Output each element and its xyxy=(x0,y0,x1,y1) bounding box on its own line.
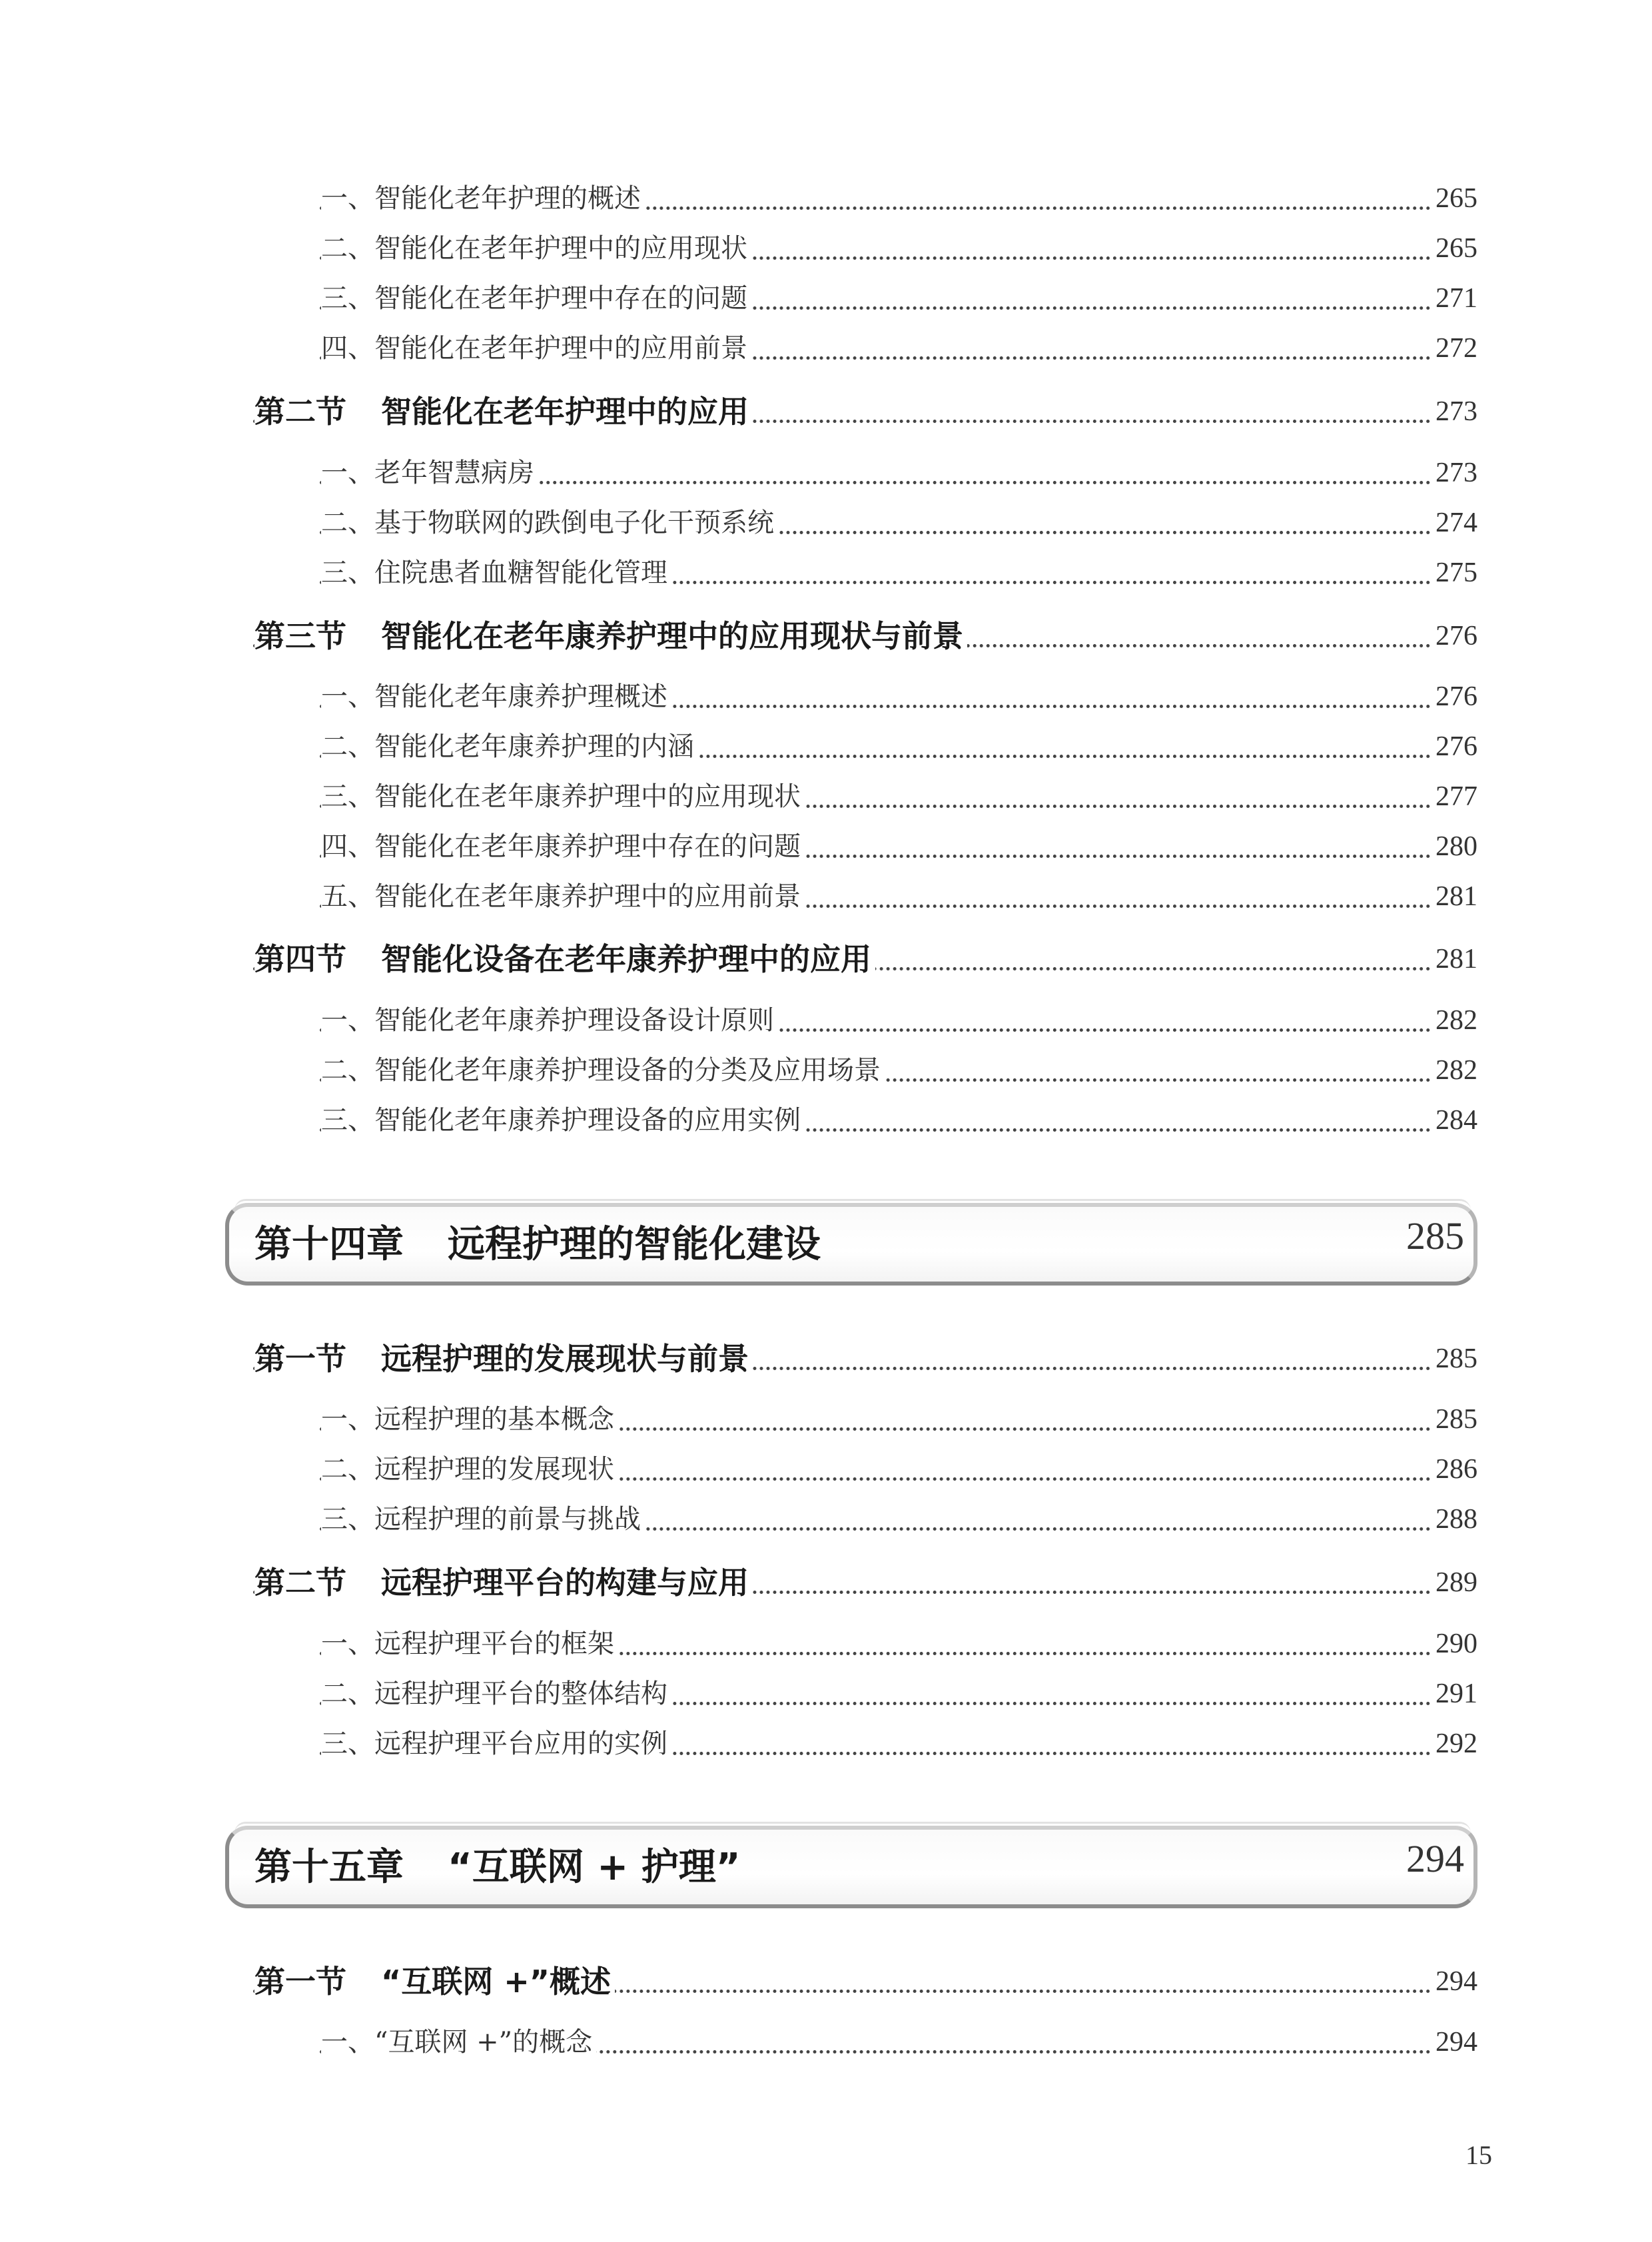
toc-section-number: 第三节 xyxy=(254,618,346,654)
toc-section-number: 第四节 xyxy=(254,941,346,977)
toc-item-label: 三、智能化在老年护理中存在的问题 xyxy=(321,273,751,324)
toc-item-page: 288 xyxy=(1432,1494,1477,1545)
toc-section-title: 智能化在老年护理中的应用 xyxy=(381,394,749,430)
chapter-number: 第十五章 xyxy=(254,1846,404,1889)
toc-section-number: 第一节 xyxy=(254,1964,346,2000)
toc-item-page: 276 xyxy=(1432,671,1477,722)
toc-item[interactable] xyxy=(0,721,1477,772)
toc-item-label: 四、智能化在老年护理中的应用前景 xyxy=(321,323,751,374)
toc-item-label: 二、智能化老年康养护理设备的分类及应用场景 xyxy=(321,1045,885,1096)
toc-section[interactable] xyxy=(0,1557,1477,1608)
toc-section-title: “互联网 +”概述 xyxy=(381,1964,612,2000)
toc-item[interactable] xyxy=(0,871,1477,922)
toc-item[interactable] xyxy=(0,995,1477,1046)
toc-item-label: 一、“互联网 +”的概念 xyxy=(321,2017,596,2067)
toc-item-label: 二、基于物联网的跌倒电子化干预系统 xyxy=(321,498,778,548)
toc-item-page: 274 xyxy=(1432,498,1477,548)
toc-item-page: 271 xyxy=(1432,273,1477,324)
toc-item-label: 二、远程护理的发展现状 xyxy=(321,1444,618,1495)
toc-item[interactable] xyxy=(0,1045,1477,1096)
toc-item-page: 275 xyxy=(1432,548,1477,598)
toc-item-page: 286 xyxy=(1432,1444,1477,1495)
toc-item[interactable] xyxy=(0,1444,1477,1495)
toc-item[interactable] xyxy=(0,498,1477,548)
toc-item-page: 290 xyxy=(1432,1619,1477,1669)
chapter-name: 远程护理的智能化建设 xyxy=(448,1223,821,1266)
toc-item[interactable] xyxy=(0,273,1477,324)
toc-item-label: 三、智能化在老年康养护理中的应用现状 xyxy=(321,771,805,822)
toc-item[interactable] xyxy=(0,821,1477,872)
toc-section-title: 远程护理平台的构建与应用 xyxy=(381,1565,749,1601)
toc-section-page: 273 xyxy=(1432,386,1477,437)
toc-item-page: 273 xyxy=(1432,448,1477,498)
toc-item[interactable] xyxy=(0,1394,1477,1445)
toc-item-label: 一、智能化老年康养护理设备设计原则 xyxy=(321,995,778,1046)
toc-item-label: 三、住院患者血糖智能化管理 xyxy=(321,548,671,598)
toc-section-number: 第二节 xyxy=(254,1565,346,1601)
toc-item-page: 265 xyxy=(1432,223,1477,274)
toc-item-label: 二、智能化在老年护理中的应用现状 xyxy=(321,223,751,274)
toc-section-number: 第一节 xyxy=(254,1341,346,1377)
toc-item-label: 三、远程护理的前景与挑战 xyxy=(321,1494,645,1545)
toc-section-label xyxy=(254,934,875,984)
toc-item-label: 二、智能化老年康养护理的内涵 xyxy=(321,721,698,772)
toc-item-page: 280 xyxy=(1432,821,1477,872)
toc-item-page: 291 xyxy=(1432,1669,1477,1719)
toc-item[interactable] xyxy=(0,1669,1477,1719)
toc-item-label: 一、远程护理的基本概念 xyxy=(321,1394,618,1445)
toc-item[interactable] xyxy=(0,223,1477,274)
toc-item[interactable] xyxy=(0,323,1477,374)
toc-section[interactable] xyxy=(0,1333,1477,1384)
toc-section[interactable] xyxy=(0,1956,1477,2007)
toc-section-title: 智能化设备在老年康养护理中的应用 xyxy=(381,941,871,977)
chapter-number: 第十四章 xyxy=(254,1223,404,1266)
toc-section-page: 281 xyxy=(1432,934,1477,984)
toc-item-page: 265 xyxy=(1432,173,1477,224)
toc-item-page: 285 xyxy=(1432,1394,1477,1445)
chapter-page: 285 xyxy=(1406,1214,1464,1258)
toc-item-label: 二、远程护理平台的整体结构 xyxy=(321,1669,671,1719)
toc-item-page: 282 xyxy=(1432,995,1477,1046)
toc-section[interactable] xyxy=(0,611,1477,661)
chapter-name: “互联网 + 护理” xyxy=(448,1846,741,1889)
toc-item-page: 272 xyxy=(1432,323,1477,374)
toc-item[interactable] xyxy=(0,671,1477,722)
toc-item[interactable] xyxy=(0,1494,1477,1545)
toc-item-label: 五、智能化在老年康养护理中的应用前景 xyxy=(321,871,805,922)
toc-item[interactable] xyxy=(0,771,1477,822)
toc-item-label: 一、老年智慧病房 xyxy=(321,448,538,498)
toc-item-page: 292 xyxy=(1432,1718,1477,1769)
toc-item-page: 282 xyxy=(1432,1045,1477,1096)
toc-item-label: 四、智能化在老年康养护理中存在的问题 xyxy=(321,821,805,872)
chapter-banner-highlight xyxy=(234,1199,1471,1210)
toc-section-page: 276 xyxy=(1432,611,1477,661)
toc-section-label xyxy=(254,1557,753,1608)
toc-item-label: 三、远程护理平台应用的实例 xyxy=(321,1718,671,1769)
chapter-title xyxy=(254,1215,821,1268)
toc-item-label: 一、智能化老年护理的概述 xyxy=(321,173,645,224)
toc-section-title: 智能化在老年康养护理中的应用现状与前景 xyxy=(381,618,963,654)
toc-section-title: 远程护理的发展现状与前景 xyxy=(381,1341,749,1377)
toc-section-page: 285 xyxy=(1432,1333,1477,1384)
toc-item-page: 284 xyxy=(1432,1095,1477,1146)
toc-item[interactable] xyxy=(0,548,1477,598)
toc-item-label: 三、智能化老年康养护理设备的应用实例 xyxy=(321,1095,805,1146)
toc-item-label: 一、远程护理平台的框架 xyxy=(321,1619,618,1669)
chapter-title xyxy=(254,1838,741,1891)
chapter-banner[interactable] xyxy=(225,1822,1477,1908)
toc-item-page: 294 xyxy=(1432,2017,1477,2067)
toc-item[interactable] xyxy=(0,1619,1477,1669)
toc-item[interactable] xyxy=(0,448,1477,498)
toc-section[interactable] xyxy=(0,386,1477,437)
toc-item-page: 281 xyxy=(1432,871,1477,922)
toc-section-label xyxy=(254,1333,753,1384)
toc-item[interactable] xyxy=(0,1095,1477,1146)
toc-section-label xyxy=(254,1956,615,2007)
toc-section-page: 289 xyxy=(1432,1557,1477,1608)
toc-item[interactable] xyxy=(0,1718,1477,1769)
toc-section-label xyxy=(254,386,753,437)
toc-item[interactable] xyxy=(0,2017,1477,2067)
chapter-page: 294 xyxy=(1406,1837,1464,1880)
toc-section-page: 294 xyxy=(1432,1956,1477,2007)
toc-section-label xyxy=(254,611,967,661)
toc-section-number: 第二节 xyxy=(254,394,346,430)
chapter-banner[interactable] xyxy=(225,1199,1477,1286)
toc-item-label: 一、智能化老年康养护理概述 xyxy=(321,671,671,722)
toc-item[interactable] xyxy=(0,173,1477,224)
page-number: 15 xyxy=(1465,2140,1492,2170)
toc-item-page: 276 xyxy=(1432,721,1477,772)
toc-section[interactable] xyxy=(0,934,1477,984)
toc-item-page: 277 xyxy=(1432,771,1477,822)
chapter-banner-highlight xyxy=(234,1822,1471,1833)
